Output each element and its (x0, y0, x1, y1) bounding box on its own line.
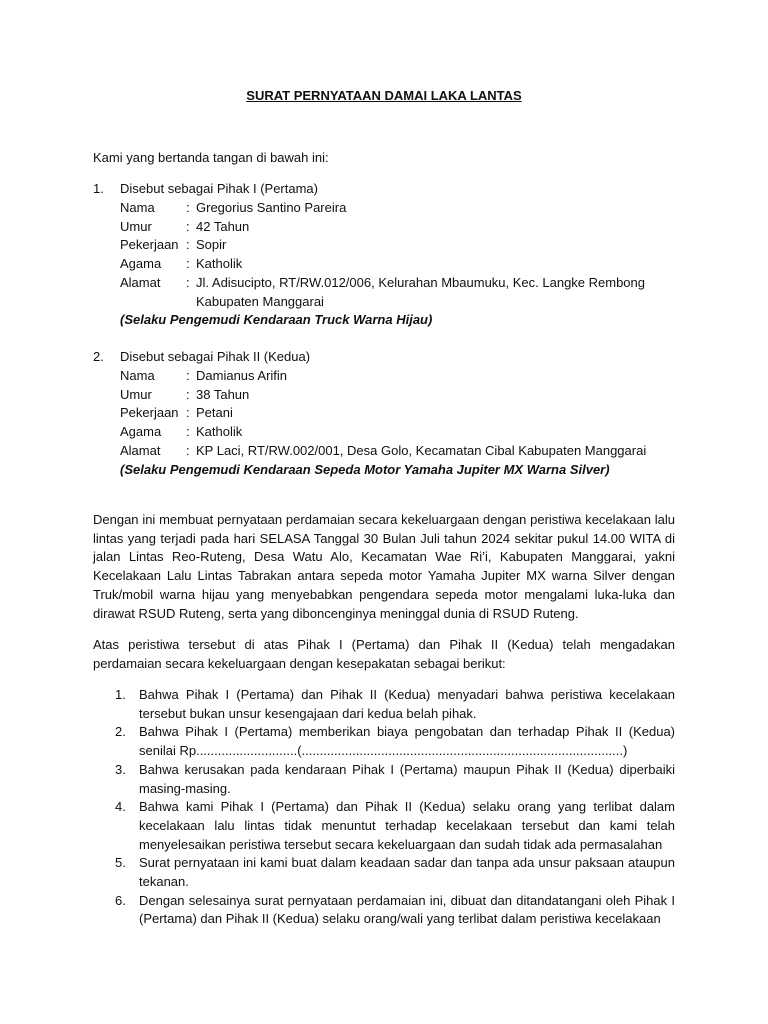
intro-text: Kami yang bertanda tangan di bawah ini: (93, 150, 329, 165)
field-alamat (93, 442, 653, 461)
party-two-header (93, 348, 653, 367)
document-title: SURAT PERNYATAAN DAMAI LAKA LANTAS (246, 88, 522, 103)
list-item-text: Bahwa Pihak I (Pertama) dan Pihak II (Kedua) menyadari bahwa peristiwa kecelakaan tersebut bukan unsur kesengajaan dari kedua belah pihak. (139, 687, 675, 721)
party-one-header (93, 180, 653, 199)
field-pekerjaan (93, 404, 653, 423)
field-colon: : (186, 405, 190, 421)
party-heading: Disebut sebagai Pihak II (Kedua) (120, 349, 311, 364)
field-colon: : (186, 386, 190, 402)
field-colon: : (186, 200, 190, 215)
field-value: Petani (196, 405, 233, 421)
field-colon: : (186, 256, 190, 272)
agreement-list (93, 686, 675, 929)
party-two (93, 348, 653, 479)
party-number: 1. (93, 181, 104, 196)
field-label: Pekerjaan (120, 405, 179, 421)
list-number: 5. (115, 855, 126, 871)
list-item (93, 686, 675, 723)
party-heading: Disebut sebagai Pihak I (Pertama) (120, 181, 318, 196)
field-value: KP Laci, RT/RW.002/001, Desa Golo, Kecamatan Cibal Kabupaten Manggarai (196, 442, 647, 458)
field-pekerjaan (93, 236, 653, 255)
statement-paragraph: Dengan ini membuat pernyataan perdamaian secara kekeluargaan dengan peristiwa kecelakaan lalu lintas yang terjadi pada hari SELASA Tanggal 30 Bulan Juli tahun 2024 sekitar pukul 14.00 WITA di jalan Lintas Reo-Ruteng, Desa Watu Alo, Kecamatan Wae Ri’i, Kabupaten Manggarai, yakni Kecelakaan Lalu Lintas Tabrakan antara sepeda motor Yamaha Jupiter MX warna Silver dengan Truk/mobil warna hijau yang menyebabkan pengendara sepeda motor mengalami luka-luka dan dirawat RSUD Ruteng, serta yang diboncenginya meninggal dunia di RSUD Ruteng. (93, 512, 675, 621)
field-value: Katholik (196, 256, 243, 272)
field-label: Agama (120, 256, 162, 272)
field-agama (93, 255, 653, 274)
field-label: Alamat (120, 274, 161, 290)
field-label: Pekerjaan (120, 237, 179, 253)
field-value: Jl. Adisucipto, RT/RW.012/006, Kelurahan Mbaumuku, Kec. Langke Rembong Kabupaten Manggarai (196, 274, 646, 309)
list-item-text: Bahwa kami Pihak I (Pertama) dan Pihak II (Kedua) selaku orang yang terlibat dalam kecelakaan lalu lintas tidak menuntut terhadap kecelakaan tersebut dan kami telah menyelesaikan peristiwa tersebut secara kekeluargaan dan sudah tidak ada permasalahan (139, 799, 675, 852)
list-item (93, 798, 675, 854)
field-label: Umur (120, 218, 152, 234)
field-label: Nama (120, 368, 155, 383)
list-item (93, 761, 675, 798)
field-value: Katholik (196, 424, 243, 440)
field-colon: : (186, 368, 190, 383)
list-number: 3. (115, 761, 126, 777)
field-colon: : (186, 274, 190, 290)
field-nama (93, 367, 653, 386)
list-item (93, 723, 675, 760)
field-value: 42 Tahun (196, 218, 250, 234)
field-alamat (93, 274, 653, 311)
party-role: (Selaku Pengemudi Kendaraan Truck Warna Hijau) (120, 312, 433, 328)
list-item-text: Surat pernyataan ini kami buat dalam keadaan sadar dan tanpa ada unsur paksaan ataupun tekanan. (139, 855, 675, 890)
field-value: Damianus Arifin (196, 368, 288, 383)
list-item (93, 854, 675, 891)
field-label: Agama (120, 424, 162, 440)
list-number: 2. (115, 724, 126, 740)
list-item-text: Bahwa Pihak I (Pertama) memberikan biaya pengobatan dan terhadap Pihak II (Kedua) senilai Rp............................(.........................................................................................) (139, 724, 675, 759)
field-value: Sopir (196, 237, 227, 253)
field-label: Alamat (120, 442, 161, 458)
field-umur (93, 218, 653, 237)
field-nama (93, 199, 653, 218)
agreement-intro-paragraph: Atas peristiwa tersebut di atas Pihak I (Pertama) dan Pihak II (Kedua) telah mengadakan perdamaian secara kekeluargaan dengan kesepakatan sebagai berikut: (93, 637, 675, 671)
field-value: Gregorius Santino Pareira (196, 200, 347, 215)
list-number: 4. (115, 799, 126, 815)
party-one (93, 180, 653, 330)
field-colon: : (186, 218, 190, 234)
list-number: 1. (115, 687, 126, 702)
field-agama (93, 423, 653, 442)
list-item (93, 892, 675, 929)
party-number: 2. (93, 349, 104, 364)
party-role: (Selaku Pengemudi Kendaraan Sepeda Motor Yamaha Jupiter MX Warna Silver) (120, 461, 610, 477)
field-colon: : (186, 442, 190, 458)
field-value: 38 Tahun (196, 386, 250, 402)
list-number: 6. (115, 892, 126, 908)
field-umur (93, 386, 653, 405)
field-colon: : (186, 424, 190, 440)
field-label: Umur (120, 386, 152, 402)
field-colon: : (186, 237, 190, 253)
list-item-text: Bahwa kerusakan pada kendaraan Pihak I (Pertama) maupun Pihak II (Kedua) diperbaiki masing-masing. (139, 761, 675, 796)
list-item-text: Dengan selesainya surat pernyataan perdamaian ini, dibuat dan ditandatangani oleh Pihak I (Pertama) dan Pihak II (Kedua) selaku orang/wali yang terlibat dalam peristiwa kecelakaan (139, 892, 675, 927)
field-label: Nama (120, 200, 155, 215)
